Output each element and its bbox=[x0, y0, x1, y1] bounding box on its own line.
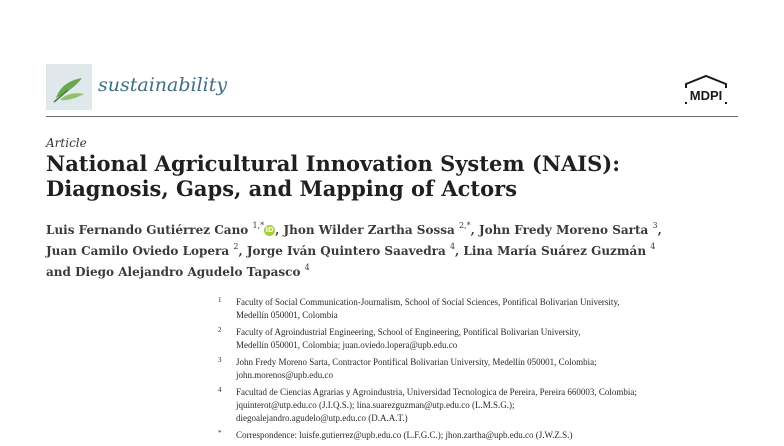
affiliation-item bbox=[216, 326, 746, 352]
paper-title: National Agricultural Innovation System (NAIS): Diagnosis, Gaps, and Mapping of Actors bbox=[46, 151, 620, 201]
journal-header bbox=[46, 64, 738, 114]
author-sup: 3 bbox=[652, 221, 658, 230]
affiliation-line: jquinterot@utp.edu.co (J.I.Q.S.); lina.suarezguzman@utp.edu.co (L.M.S.G.); bbox=[236, 400, 515, 410]
affiliation-number: 3 bbox=[218, 356, 222, 364]
affiliation-line: Faculty of Social Communication-Journalism, School of Social Sciences, Pontifical Bolivarian University, bbox=[236, 297, 620, 307]
affiliation-number: 4 bbox=[218, 386, 222, 394]
header-rule bbox=[46, 116, 738, 117]
author-name: John Fredy Moreno Sarta bbox=[478, 223, 649, 237]
author-name: Luis Fernando Gutiérrez Cano bbox=[46, 223, 249, 237]
affiliation-number: * bbox=[218, 429, 222, 437]
orcid-icon[interactable]: iD bbox=[265, 226, 274, 234]
affiliation-line: Medellín 050001, Colombia bbox=[236, 310, 338, 320]
author-name: Lina María Suárez Guzmán bbox=[463, 244, 647, 258]
correspondence-line: Correspondence: luisfe.gutierrez@upb.edu.co (L.F.G.C.); jhon.zartha@upb.edu.co (J.W.Z.S.) bbox=[236, 430, 573, 440]
journal-name: sustainability bbox=[98, 74, 228, 96]
journal-logo bbox=[46, 64, 92, 110]
author-sup: 4 bbox=[650, 242, 656, 251]
affiliation-number: 2 bbox=[218, 326, 222, 334]
publisher-name: MDPI bbox=[689, 88, 723, 103]
author-sup: 4 bbox=[449, 242, 456, 251]
affiliations bbox=[216, 296, 746, 446]
author-name: Jhon Wilder Zartha Sossa bbox=[283, 223, 455, 237]
affiliation-item bbox=[216, 386, 746, 425]
author-sup: 2,* bbox=[458, 221, 471, 230]
author-sup: 1,* bbox=[252, 221, 265, 230]
author-line-2: Juan Camilo Oviedo Lopera $^2$, Jorge Iván Quintero Saavedra $^4$, Lina María Suárez Guzmán $^4$ bbox=[46, 242, 656, 258]
affiliation-line: Faculty of Agroindustrial Engineering, School of Engineering, Pontifical Bolivarian University, bbox=[236, 327, 581, 337]
affiliation-line: john.morenos@upb.edu.co bbox=[236, 370, 334, 380]
author-sup: 2 bbox=[233, 242, 239, 251]
affiliation-line: diegoalejandro.agudelo@utp.edu.co (D.A.A.T.) bbox=[236, 413, 408, 423]
affiliation-line: Medellín 050001, Colombia; juan.oviedo.lopera@upb.edu.co bbox=[236, 340, 458, 350]
affiliation-item bbox=[216, 296, 746, 322]
author-name: Jorge Iván Quintero Saavedra bbox=[246, 244, 446, 258]
mdpi-logo bbox=[680, 74, 732, 106]
affiliation-item bbox=[216, 356, 746, 382]
author-list bbox=[46, 218, 746, 281]
author-sup: 4 bbox=[304, 263, 310, 272]
article-type: Article bbox=[46, 136, 87, 150]
author-line-3 bbox=[46, 260, 746, 281]
correspondence-item bbox=[216, 429, 746, 442]
author-name: Juan Camilo Oviedo Lopera bbox=[46, 244, 230, 258]
affiliation-line: Facultad de Ciencias Agrarias y Agroindustria, Universidad Tecnologica de Pereira, Pereira 660003, Colombia; bbox=[236, 387, 637, 397]
affiliation-number: 1 bbox=[218, 296, 222, 304]
affiliation-line: John Fredy Moreno Sarta, Contractor Pontifical Bolivarian University, Medellín 050001, Colombia; bbox=[236, 357, 597, 367]
author-name: and Diego Alejandro Agudelo Tapasco bbox=[46, 265, 301, 279]
author-line-1: Luis Fernando Gutiérrez Cano $^{1,*}$iD, Jhon Wilder Zartha Sossa $^{2,*}$, John Fredy Moreno Sarta $^3$, bbox=[46, 221, 662, 237]
